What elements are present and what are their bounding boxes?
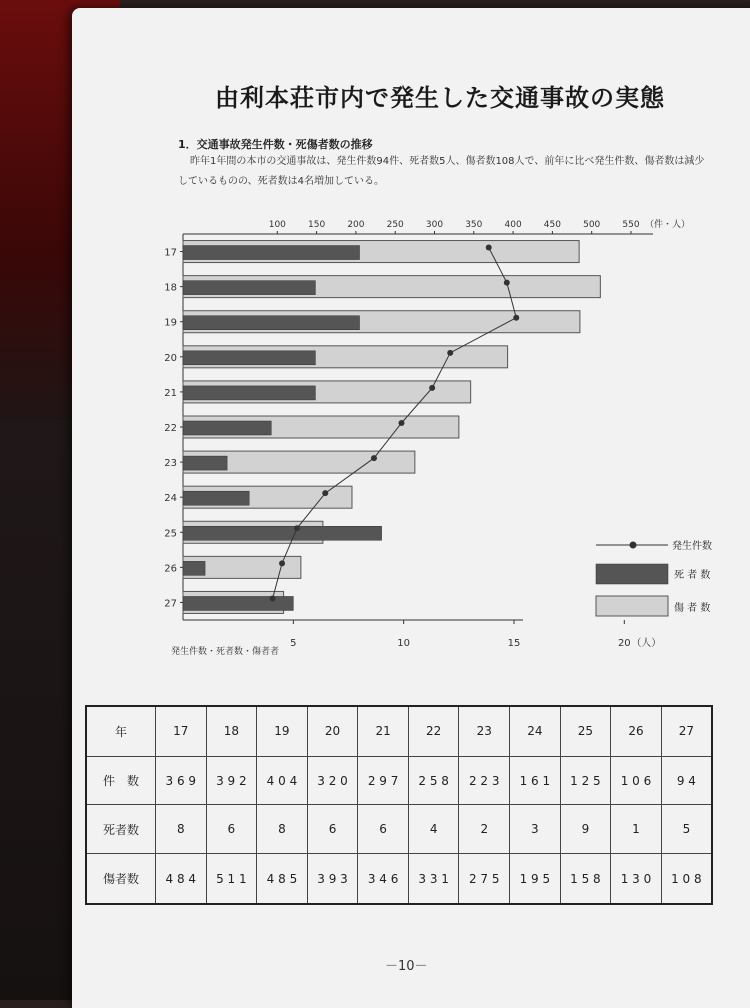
top-axis-tick-label: 550 <box>622 220 640 230</box>
table-cell: 1 0 6 <box>611 756 662 805</box>
point-incidents <box>398 420 404 426</box>
table-cell: 2 9 7 <box>358 756 409 805</box>
table-cell: 8 <box>257 805 308 854</box>
top-axis-tick-label: 500 <box>583 220 601 230</box>
table-cell: 5 1 1 <box>206 854 257 904</box>
category-label: 17 <box>164 247 177 259</box>
table-cell: 24 <box>510 706 561 756</box>
point-incidents <box>322 490 328 496</box>
table-cell: 2 <box>459 805 510 854</box>
bottom-axis-tick-label: 10 <box>397 638 411 649</box>
bottom-axis-tick-label: 20 <box>617 638 631 649</box>
table-row-injuries <box>86 854 712 904</box>
category-label: 23 <box>164 458 177 470</box>
table-cell: 26 <box>611 706 662 756</box>
table-cell: 6 <box>206 805 257 854</box>
table-cell: 5 <box>661 805 712 854</box>
table-row-incidents <box>86 756 712 805</box>
page-title: 由利本荘市内で発生した交通事故の実態 <box>215 83 665 112</box>
point-incidents <box>513 315 519 321</box>
point-incidents <box>429 385 435 391</box>
point-incidents <box>486 245 492 251</box>
table-cell: 1 5 8 <box>560 854 611 904</box>
bottom-axis-unit: （人） <box>631 638 662 649</box>
table-cell: 6 <box>358 805 409 854</box>
table-cell: 20 <box>307 706 358 756</box>
top-axis-tick-label: 400 <box>504 220 522 230</box>
table-row-label: 件 数 <box>86 756 156 805</box>
category-label: 27 <box>164 598 177 610</box>
table-cell: 17 <box>156 706 207 756</box>
top-axis-tick-label: 200 <box>347 220 365 230</box>
table-cell: 22 <box>408 706 459 756</box>
category-label: 20 <box>164 352 177 364</box>
table-cell: 25 <box>560 706 611 756</box>
bar-deaths <box>183 281 315 295</box>
bottom-axis-tick-label: 15 <box>507 638 521 649</box>
bar-deaths <box>183 246 360 260</box>
section-heading: 1．交通事故発生件数・死傷者数の推移 <box>178 138 373 151</box>
table-cell: 1 <box>611 805 662 854</box>
category-label: 25 <box>164 528 177 540</box>
bar-deaths <box>183 386 315 400</box>
table-cell: 3 9 2 <box>206 756 257 805</box>
table-row-deaths <box>86 805 712 854</box>
category-label: 26 <box>164 563 177 575</box>
table-cell: 2 2 3 <box>459 756 510 805</box>
page-number: －10－ <box>385 959 428 974</box>
table-cell: 21 <box>358 706 409 756</box>
bottom-axis-label: 発生件数・死者数・傷者者 <box>171 647 280 657</box>
bottom-axis-tick-label: 5 <box>290 638 297 649</box>
category-label: 19 <box>164 317 177 329</box>
table-cell: 4 8 5 <box>257 854 308 904</box>
point-incidents <box>447 350 453 356</box>
accident-data-table <box>85 705 713 905</box>
table-cell: 9 4 <box>661 756 712 805</box>
table-cell: 8 <box>156 805 207 854</box>
point-incidents <box>270 595 276 601</box>
table-cell: 1 0 8 <box>661 854 712 904</box>
table-cell: 1 6 1 <box>510 756 561 805</box>
table-cell: 27 <box>661 706 712 756</box>
table-cell: 23 <box>459 706 510 756</box>
table-cell: 3 3 1 <box>408 854 459 904</box>
table-cell: 2 5 8 <box>408 756 459 805</box>
bar-deaths <box>183 561 205 575</box>
point-incidents <box>279 560 285 566</box>
table-cell: 18 <box>206 706 257 756</box>
top-axis-tick-label: 100 <box>268 220 286 230</box>
bar-deaths <box>183 491 249 505</box>
point-incidents <box>294 525 300 531</box>
table-cell: 1 3 0 <box>611 854 662 904</box>
legend-swatch-injuries <box>596 596 668 616</box>
table-cell: 3 <box>510 805 561 854</box>
table-cell: 3 9 3 <box>307 854 358 904</box>
table-cell: 4 0 4 <box>257 756 308 805</box>
top-axis-unit: （件・人） <box>645 220 691 230</box>
table-cell: 2 7 5 <box>459 854 510 904</box>
table-cell: 1 2 5 <box>560 756 611 805</box>
top-axis-tick-label: 150 <box>308 220 326 230</box>
table-cell: 19 <box>257 706 308 756</box>
bar-deaths <box>183 526 382 540</box>
table-row-year <box>86 706 712 756</box>
bar-deaths <box>183 316 360 330</box>
table-cell: 1 9 5 <box>510 854 561 904</box>
table-cell: 9 <box>560 805 611 854</box>
legend-label-injuries: 傷 者 数 <box>674 603 711 614</box>
category-label: 18 <box>164 282 177 294</box>
top-axis-tick-label: 350 <box>465 220 483 230</box>
top-axis-tick-label: 250 <box>386 220 404 230</box>
table-cell: 4 <box>408 805 459 854</box>
bar-deaths <box>183 351 315 365</box>
top-axis-tick-label: 300 <box>425 220 444 230</box>
table-cell: 3 4 6 <box>358 854 409 904</box>
bar-deaths <box>183 596 293 610</box>
bar-deaths <box>183 456 227 470</box>
table-cell: 6 <box>307 805 358 854</box>
point-incidents <box>504 280 510 286</box>
table-cell: 4 8 4 <box>156 854 207 904</box>
legend-marker-incidents <box>630 542 637 549</box>
legend-label-deaths: 死 者 数 <box>674 570 711 581</box>
bar-deaths <box>183 421 271 435</box>
table-row-label: 年 <box>86 706 156 756</box>
table-cell: 3 2 0 <box>307 756 358 805</box>
category-label: 22 <box>164 423 177 434</box>
top-axis-tick-label: 450 <box>543 220 561 230</box>
point-incidents <box>371 455 377 461</box>
category-label: 24 <box>164 493 177 505</box>
legend-swatch-deaths <box>596 564 668 584</box>
summary-paragraph: 昨年1年間の本市の交通事故は、発生件数94件、死者数5人、傷者数108人で、前年に比べ発生件数、傷者数は減少しているものの、死者数は4名増加している。 <box>178 156 705 187</box>
table-row-label: 傷者数 <box>86 854 156 904</box>
table-cell: 3 6 9 <box>156 756 207 805</box>
legend-label-incidents: 発生件数 <box>672 541 712 552</box>
table-row-label: 死者数 <box>86 805 156 854</box>
category-label: 21 <box>164 387 177 399</box>
